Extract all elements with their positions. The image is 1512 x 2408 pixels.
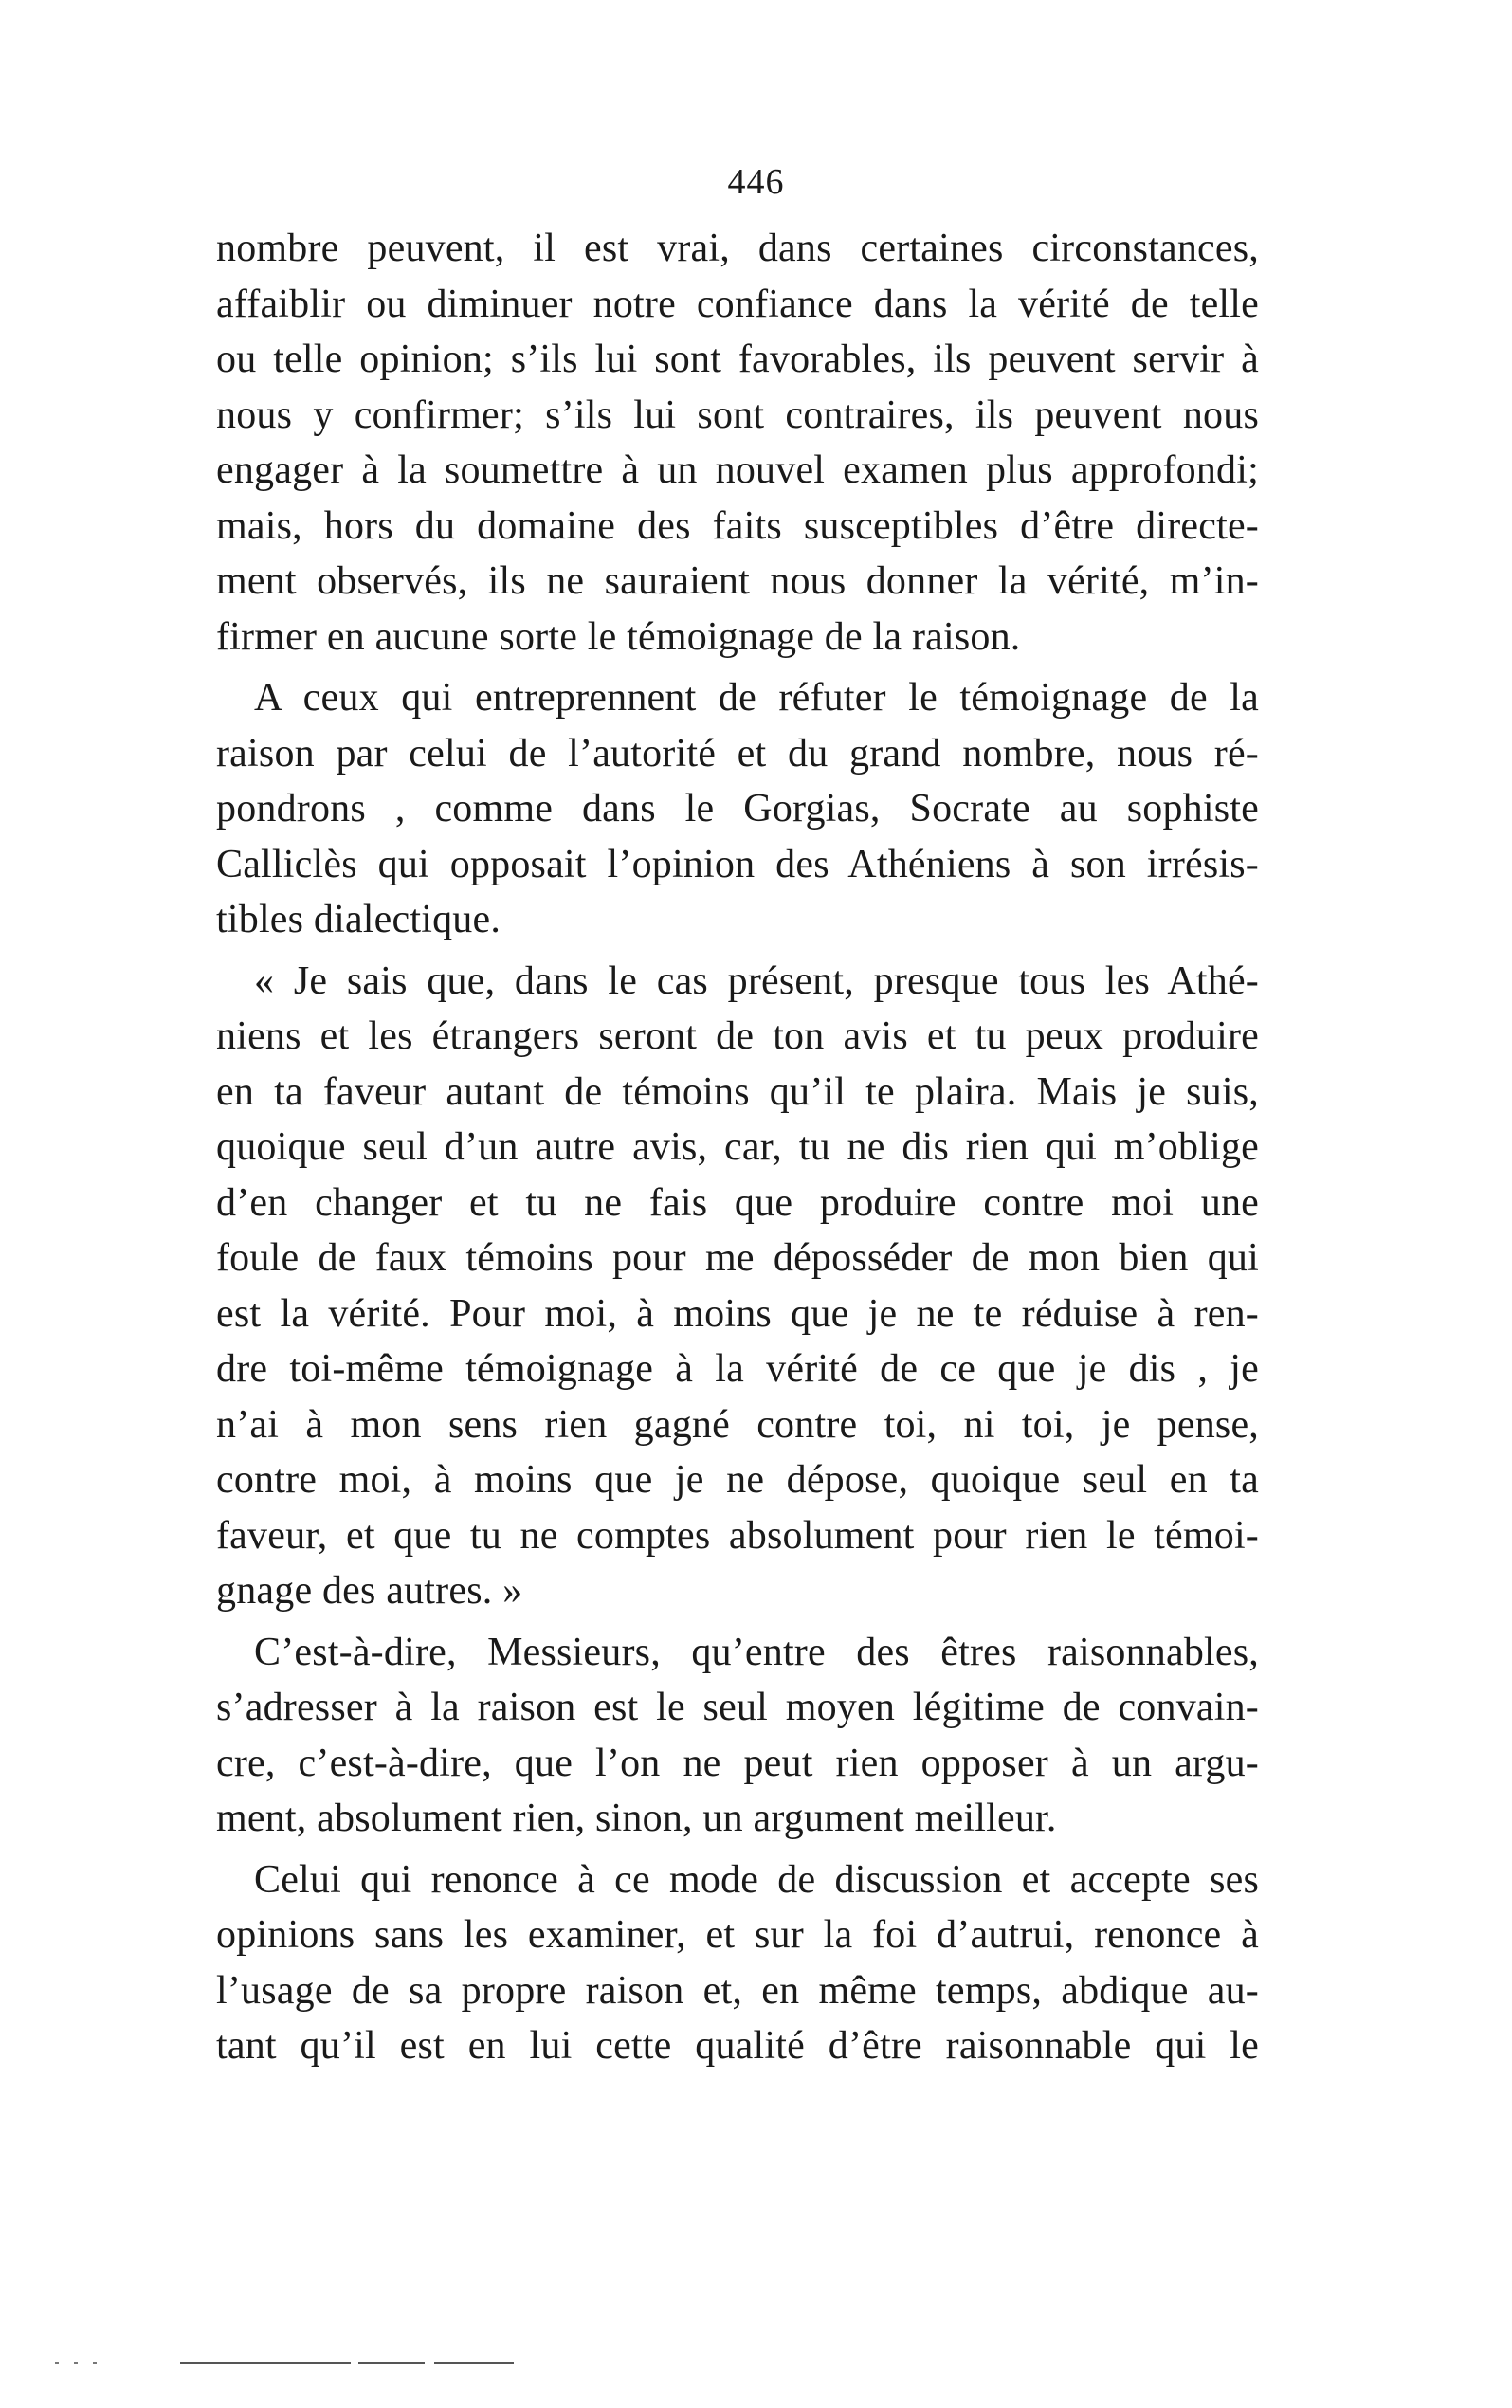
text-line: cre, c’est-à-dire, que l’on ne peut rien opposer à un argu-: [216, 1741, 1259, 1785]
footer-dot: [55, 2362, 59, 2364]
text-line: tibles dialectique.: [216, 898, 501, 941]
paragraph: [216, 954, 1259, 1619]
text-line: quoique seul d’un autre avis, car, tu ne dis rien qui m’oblige: [216, 1125, 1259, 1169]
text-line: raison par celui de l’autorité et du grand nombre, nous ré-: [216, 731, 1259, 775]
text-line: mais, hors du domaine des faits susceptibles d’être directe-: [216, 503, 1259, 548]
body-text: [216, 221, 1259, 2074]
text-line: opinions sans les examiner, et sur la foi d’autrui, renonce à: [216, 1913, 1259, 1957]
page-number: 446: [727, 162, 785, 202]
text-line: ment observés, ils ne sauraient nous donner la vérité, m’in-: [216, 559, 1259, 603]
text-line: nous y confirmer; s’ils lui sont contraires, ils peuvent nous: [216, 392, 1259, 437]
footer-printer-marks: [0, 2362, 1512, 2372]
text-line: est la vérité. Pour moi, à moins que je ne te réduise à ren-: [216, 1291, 1259, 1336]
footer-dot: [93, 2362, 97, 2364]
text-line: faveur, et que tu ne comptes absolument pour rien le témoi-: [216, 1513, 1259, 1558]
text-line: firmer en aucune sorte le témoignage de la raison.: [216, 614, 1021, 659]
text-line: « Je sais que, dans le cas présent, presque tous les Athé-: [254, 958, 1259, 1003]
footer-rule: [358, 2362, 425, 2364]
footer-rule: [180, 2362, 351, 2364]
footer-dot: [74, 2362, 78, 2364]
paragraph: [216, 1625, 1259, 1847]
text-line: affaiblir ou diminuer notre confiance dans la vérité de telle: [216, 282, 1259, 326]
text-line: l’usage de sa propre raison et, en même temps, abdique au-: [216, 1968, 1259, 2013]
text-line: foule de faux témoins pour me déposséder de mon bien qui: [216, 1236, 1259, 1280]
text-line: n’ai à mon sens rien gagné contre toi, ni toi, je pense,: [216, 1402, 1259, 1447]
text-line: engager à la soumettre à un nouvel examen plus approfondi;: [216, 448, 1259, 492]
paragraph: [216, 670, 1259, 948]
text-line: en ta faveur autant de témoins qu’il te plaira. Mais je suis,: [216, 1069, 1259, 1114]
text-line: s’adresser à la raison est le seul moyen légitime de convain-: [216, 1686, 1259, 1729]
text-line: d’en changer et tu ne fais que produire contre moi une: [216, 1180, 1259, 1225]
text-line: Celui qui renonce à ce mode de discussion et accepte ses: [254, 1857, 1259, 1902]
text-line: C’est-à-dire, Messieurs, qu’entre des êtres raisonnables,: [254, 1630, 1259, 1674]
text-line: gnage des autres. »: [216, 1569, 523, 1613]
text-line: niens et les étrangers seront de ton avis et tu peux produire: [216, 1014, 1259, 1058]
paragraph: [216, 221, 1259, 665]
text-line: ment, absolument rien, sinon, un argument meilleur.: [216, 1797, 1057, 1840]
text-line: ou telle opinion; s’ils lui sont favorables, ils peuvent servir à: [216, 337, 1259, 381]
text-line: nombre peuvent, il est vrai, dans certaines circonstances,: [216, 227, 1259, 270]
footer-rule: [459, 2362, 514, 2364]
text-line: pondrons , comme dans le Gorgias, Socrate au sophiste: [216, 787, 1259, 830]
text-line: tant qu’il est en lui cette qualité d’être raisonnable qui le: [216, 2024, 1259, 2068]
text-line: dre toi-même témoignage à la vérité de ce que je dis , je: [216, 1347, 1259, 1391]
text-line: contre moi, à moins que je ne dépose, quoique seul en ta: [216, 1458, 1259, 1502]
text-line: Calliclès qui opposait l’opinion des Athéniens à son irrésis-: [216, 842, 1259, 886]
text-line: A ceux qui entreprennent de réfuter le témoignage de la: [254, 676, 1259, 720]
paragraph: [216, 1852, 1259, 2074]
